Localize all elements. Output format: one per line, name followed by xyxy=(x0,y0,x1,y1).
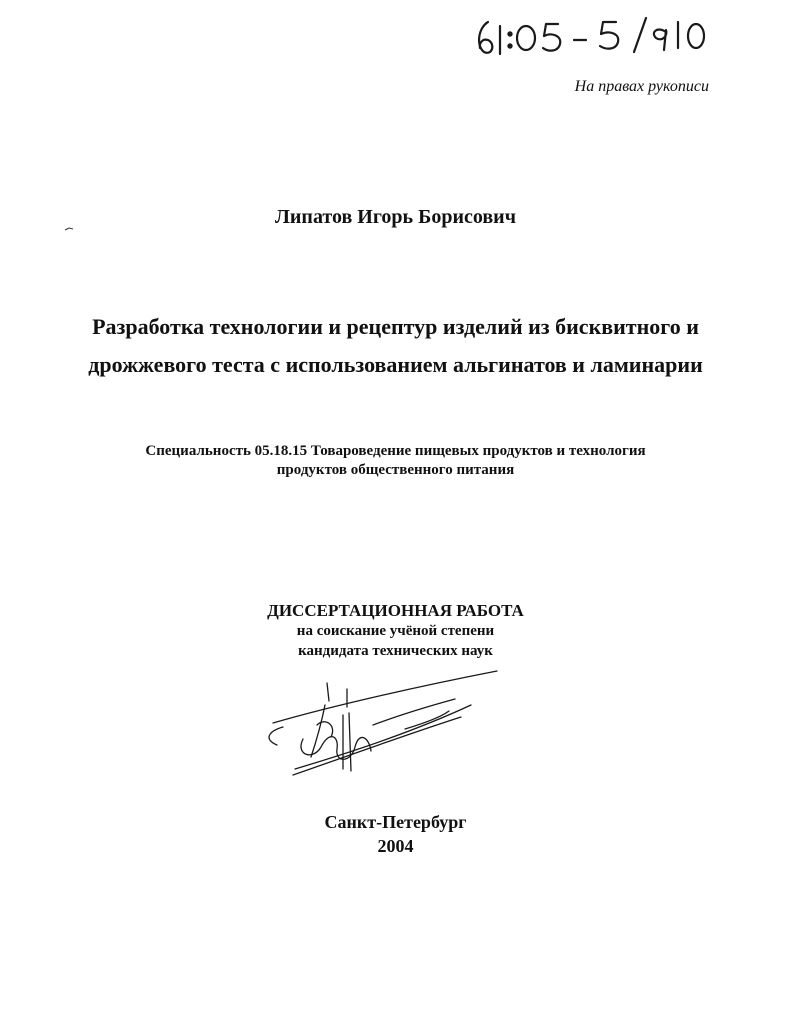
rights-note: На правах рукописи xyxy=(574,78,709,95)
author-name: Липатов Игорь Борисович xyxy=(275,206,516,228)
specialty-line-1: Специальность 05.18.15 Товароведение пищевых продуктов и технология xyxy=(145,443,646,459)
city: Санкт-Петербург xyxy=(324,812,467,832)
thesis-title-line-1: Разработка технологии и рецептур изделий из бисквитного и xyxy=(92,314,699,339)
handwritten-archive-code xyxy=(470,12,720,64)
work-type-heading: ДИССЕРТАЦИОННАЯ РАБОТА xyxy=(267,601,524,620)
degree-line-1: на соискание учёной степени xyxy=(296,623,495,639)
thesis-title-line-2: дрожжевого теста с использованием альгинатов и ламинарии xyxy=(88,352,703,377)
specialty xyxy=(40,442,751,480)
work-type-block xyxy=(0,600,791,661)
thesis-title xyxy=(40,308,751,384)
degree-line-2: кандидата технических наук xyxy=(298,643,493,659)
handwritten-signature xyxy=(255,665,505,780)
place-and-year xyxy=(0,810,791,858)
year: 2004 xyxy=(377,836,414,856)
specialty-line-2: продуктов общественного питания xyxy=(276,462,515,478)
